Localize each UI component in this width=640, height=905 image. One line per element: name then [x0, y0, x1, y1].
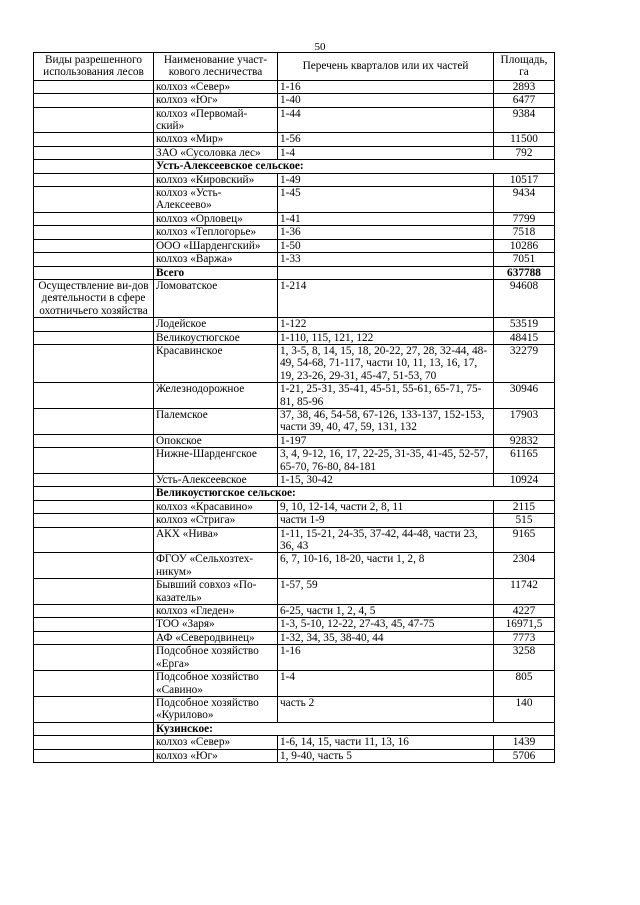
area-cell: 53519	[494, 318, 555, 331]
area-cell: 1439	[494, 736, 555, 749]
section-row	[34, 722, 555, 735]
forestry-name-cell: колхоз «Юг»	[154, 749, 278, 762]
area-cell: 9384	[494, 107, 555, 133]
area-cell: 61165	[494, 448, 555, 474]
table-row	[34, 736, 555, 749]
table-row	[34, 173, 555, 186]
use-type-cell-continued	[34, 553, 154, 579]
forestry-name-cell: Железнодорожное	[154, 383, 278, 409]
use-type-cell-continued	[34, 133, 154, 146]
total-row	[34, 266, 555, 279]
blocks-cell: 1-50	[278, 239, 494, 252]
forestry-name-cell: ЗАО «Сусоловка лес»	[154, 146, 278, 159]
area-cell: 4227	[494, 605, 555, 618]
use-type-cell-continued	[34, 514, 154, 527]
blocks-cell: 1-4	[278, 146, 494, 159]
table-row	[34, 474, 555, 487]
table-row	[34, 408, 555, 434]
forestry-name-cell: Нижне-Шарденгское	[154, 448, 278, 474]
table-row	[34, 434, 555, 447]
area-cell: 2115	[494, 500, 555, 513]
area-cell: 6477	[494, 94, 555, 107]
use-type-cell: Осуществление ви-дов деятельности в сфере охотничьего хозяйства	[34, 279, 154, 317]
area-cell: 515	[494, 514, 555, 527]
area-cell: 10924	[494, 474, 555, 487]
use-type-cell-continued	[34, 749, 154, 762]
forestry-name-cell: Красавинское	[154, 344, 278, 382]
forestry-name-cell: колхоз «Орловец»	[154, 212, 278, 225]
use-type-cell-continued	[34, 408, 154, 434]
table-row	[34, 383, 555, 409]
use-type-cell-continued	[34, 671, 154, 697]
header-blocks: Перечень кварталов или их частей	[278, 53, 494, 81]
blocks-cell: 6, 7, 10-16, 18-20, части 1, 2, 8	[278, 553, 494, 579]
blocks-cell: 1-4	[278, 671, 494, 697]
area-cell: 16971,5	[494, 618, 555, 631]
table-row	[34, 500, 555, 513]
blocks-cell: 1-49	[278, 173, 494, 186]
blocks-cell: 3, 4, 9-12, 16, 17, 22-25, 31-35, 41-45, 52-57, 65-70, 76-80, 84-181	[278, 448, 494, 474]
use-type-cell-continued	[34, 107, 154, 133]
blocks-cell: 1-6, 14, 15, части 11, 13, 16	[278, 736, 494, 749]
use-type-cell-continued	[34, 383, 154, 409]
area-cell: 7518	[494, 226, 555, 239]
use-type-cell-continued	[34, 160, 154, 173]
area-cell: 92832	[494, 434, 555, 447]
section-label: Усть-Алексеевское сельское:	[154, 160, 555, 173]
blocks-cell: 9, 10, 12-14, части 2, 8, 11	[278, 500, 494, 513]
area-cell: 637788	[494, 266, 555, 279]
area-cell: 7773	[494, 631, 555, 644]
use-type-cell-continued	[34, 474, 154, 487]
use-type-cell-continued	[34, 146, 154, 159]
table-row	[34, 226, 555, 239]
use-type-cell-continued	[34, 173, 154, 186]
use-type-cell-continued	[34, 331, 154, 344]
area-cell: 2304	[494, 553, 555, 579]
blocks-cell: 1-56	[278, 133, 494, 146]
blocks-cell: 1, 9-40, часть 5	[278, 749, 494, 762]
forestry-name-cell: Лодейское	[154, 318, 278, 331]
forestry-name-cell: АФ «Северодвинец»	[154, 631, 278, 644]
blocks-cell: 1-44	[278, 107, 494, 133]
use-type-cell-continued	[34, 631, 154, 644]
area-cell: 11500	[494, 133, 555, 146]
use-type-cell-continued	[34, 605, 154, 618]
table-row	[34, 318, 555, 331]
section-label: Великоустюгское сельское:	[154, 487, 555, 500]
table-row	[34, 239, 555, 252]
table-row	[34, 448, 555, 474]
table-row	[34, 645, 555, 671]
table-body	[34, 80, 555, 762]
use-type-cell-continued	[34, 579, 154, 605]
blocks-cell: 1-57, 59	[278, 579, 494, 605]
blocks-cell: 1-110, 115, 121, 122	[278, 331, 494, 344]
area-cell: 9434	[494, 187, 555, 213]
table-row	[34, 331, 555, 344]
use-type-cell-continued	[34, 226, 154, 239]
area-cell: 11742	[494, 579, 555, 605]
forestry-name-cell: Подсобное хозяйство «Ерга»	[154, 645, 278, 671]
table-row	[34, 527, 555, 553]
table-row	[34, 696, 555, 722]
use-type-cell-continued	[34, 434, 154, 447]
land-use-table	[33, 52, 555, 763]
blocks-cell: 1-40	[278, 94, 494, 107]
area-cell: 17903	[494, 408, 555, 434]
table-row	[34, 579, 555, 605]
forestry-name-cell: Великоустюгское	[154, 331, 278, 344]
forestry-name-cell: Подсобное хозяйство «Савино»	[154, 671, 278, 697]
forestry-name-cell: колхоз «Стрига»	[154, 514, 278, 527]
use-type-cell-continued	[34, 253, 154, 266]
section-row	[34, 487, 555, 500]
section-label: Кузинское:	[154, 722, 555, 735]
use-type-cell-continued	[34, 645, 154, 671]
table-row	[34, 553, 555, 579]
forestry-name-cell: ФГОУ «Сельхозтех-никум»	[154, 553, 278, 579]
area-cell: 32279	[494, 344, 555, 382]
forestry-name-cell: Ломоватское	[154, 279, 278, 317]
forestry-name-cell: колхоз «Мир»	[154, 133, 278, 146]
table-row	[34, 749, 555, 762]
use-type-cell-continued	[34, 212, 154, 225]
area-cell: 30946	[494, 383, 555, 409]
blocks-cell: 1-122	[278, 318, 494, 331]
blocks-cell: 1, 3-5, 8, 14, 15, 18, 20-22, 27, 28, 32-44, 48-49, 54-68, 71-117, части 10, 11, 13, 16, 17, 19, 23-26, 29-31, 45-47, 51-53, 70	[278, 344, 494, 382]
use-type-cell-continued	[34, 696, 154, 722]
area-cell: 805	[494, 671, 555, 697]
header-forestry: Наименование участ-кового лесничества	[154, 53, 278, 81]
table-row	[34, 514, 555, 527]
forestry-name-cell: Бывший совхоз «По-казатель»	[154, 579, 278, 605]
area-cell: 7051	[494, 253, 555, 266]
blocks-cell: часть 2	[278, 696, 494, 722]
blocks-cell: 1-11, 15-21, 24-35, 37-42, 44-48, части 23, 36, 43	[278, 527, 494, 553]
use-type-cell-continued	[34, 618, 154, 631]
area-cell: 7799	[494, 212, 555, 225]
use-type-cell-continued	[34, 527, 154, 553]
forestry-name-cell: ТОО «Заря»	[154, 618, 278, 631]
page-number: 50	[314, 41, 326, 53]
use-type-cell-continued	[34, 94, 154, 107]
forestry-name-cell: колхоз «Красавино»	[154, 500, 278, 513]
forestry-name-cell: колхоз «Кировский»	[154, 173, 278, 186]
use-type-cell-continued	[34, 487, 154, 500]
blocks-cell: 1-16	[278, 645, 494, 671]
forestry-name-cell: Палемское	[154, 408, 278, 434]
use-type-cell-continued	[34, 318, 154, 331]
use-type-cell-continued	[34, 500, 154, 513]
table-header-row	[34, 53, 555, 81]
forestry-name-cell: колхоз «Теплогорье»	[154, 226, 278, 239]
table-row	[34, 133, 555, 146]
table-row	[34, 605, 555, 618]
blocks-cell: 1-214	[278, 279, 494, 317]
forestry-name-cell: Подсобное хозяйство «Курилово»	[154, 696, 278, 722]
blocks-cell: 1-21, 25-31, 35-41, 45-51, 55-61, 65-71, 75-81, 85-96	[278, 383, 494, 409]
blocks-cell: 37, 38, 46, 54-58, 67-126, 133-137, 152-153, части 39, 40, 47, 59, 131, 132	[278, 408, 494, 434]
blocks-cell: 1-197	[278, 434, 494, 447]
blocks-cell: 1-41	[278, 212, 494, 225]
area-cell: 792	[494, 146, 555, 159]
section-row	[34, 160, 555, 173]
table-row	[34, 618, 555, 631]
forestry-name-cell: колхоз «Север»	[154, 80, 278, 93]
forestry-name-cell: колхоз «Юг»	[154, 94, 278, 107]
blocks-cell: части 1-9	[278, 514, 494, 527]
table-row	[34, 253, 555, 266]
forestry-name-cell: колхоз «Север»	[154, 736, 278, 749]
blocks-cell: 1-45	[278, 187, 494, 213]
blocks-cell: 1-36	[278, 226, 494, 239]
area-cell: 3258	[494, 645, 555, 671]
use-type-cell-continued	[34, 187, 154, 213]
table-row	[34, 212, 555, 225]
blocks-cell	[278, 266, 494, 279]
forestry-name-cell: ООО «Шарденгский»	[154, 239, 278, 252]
area-cell: 10517	[494, 173, 555, 186]
forestry-name-cell: колхоз «Усть-Алексеево»	[154, 187, 278, 213]
blocks-cell: 1-15, 30-42	[278, 474, 494, 487]
table-row	[34, 107, 555, 133]
use-type-cell-continued	[34, 448, 154, 474]
forestry-name-cell: колхоз «Гледен»	[154, 605, 278, 618]
forestry-name-cell: Всего	[154, 266, 278, 279]
table-row	[34, 146, 555, 159]
header-area: Площадь, га	[494, 53, 555, 81]
use-type-cell-continued	[34, 736, 154, 749]
forestry-name-cell: колхоз «Варжа»	[154, 253, 278, 266]
area-cell: 10286	[494, 239, 555, 252]
blocks-cell: 1-33	[278, 253, 494, 266]
forestry-name-cell: АКХ «Нива»	[154, 527, 278, 553]
blocks-cell: 1-3, 5-10, 12-22, 27-43, 45, 47-75	[278, 618, 494, 631]
table-row	[34, 344, 555, 382]
area-cell: 48415	[494, 331, 555, 344]
blocks-cell: 1-16	[278, 80, 494, 93]
table-row	[34, 94, 555, 107]
area-cell: 2893	[494, 80, 555, 93]
area-cell: 5706	[494, 749, 555, 762]
table-row	[34, 80, 555, 93]
blocks-cell: 6-25, части 1, 2, 4, 5	[278, 605, 494, 618]
blocks-cell: 1-32, 34, 35, 38-40, 44	[278, 631, 494, 644]
table-row	[34, 187, 555, 213]
use-type-cell-continued	[34, 722, 154, 735]
forestry-name-cell: Усть-Алексеевское	[154, 474, 278, 487]
forestry-name-cell: колхоз «Первомай-ский»	[154, 107, 278, 133]
table-row	[34, 671, 555, 697]
area-cell: 140	[494, 696, 555, 722]
header-use-type: Виды разрешенного использования лесов	[34, 53, 154, 81]
use-type-cell	[34, 80, 154, 93]
table-row	[34, 631, 555, 644]
area-cell: 94608	[494, 279, 555, 317]
forestry-name-cell: Опокское	[154, 434, 278, 447]
use-type-cell-continued	[34, 266, 154, 279]
use-type-cell-continued	[34, 344, 154, 382]
area-cell: 9165	[494, 527, 555, 553]
use-type-cell-continued	[34, 239, 154, 252]
table-row	[34, 279, 555, 317]
